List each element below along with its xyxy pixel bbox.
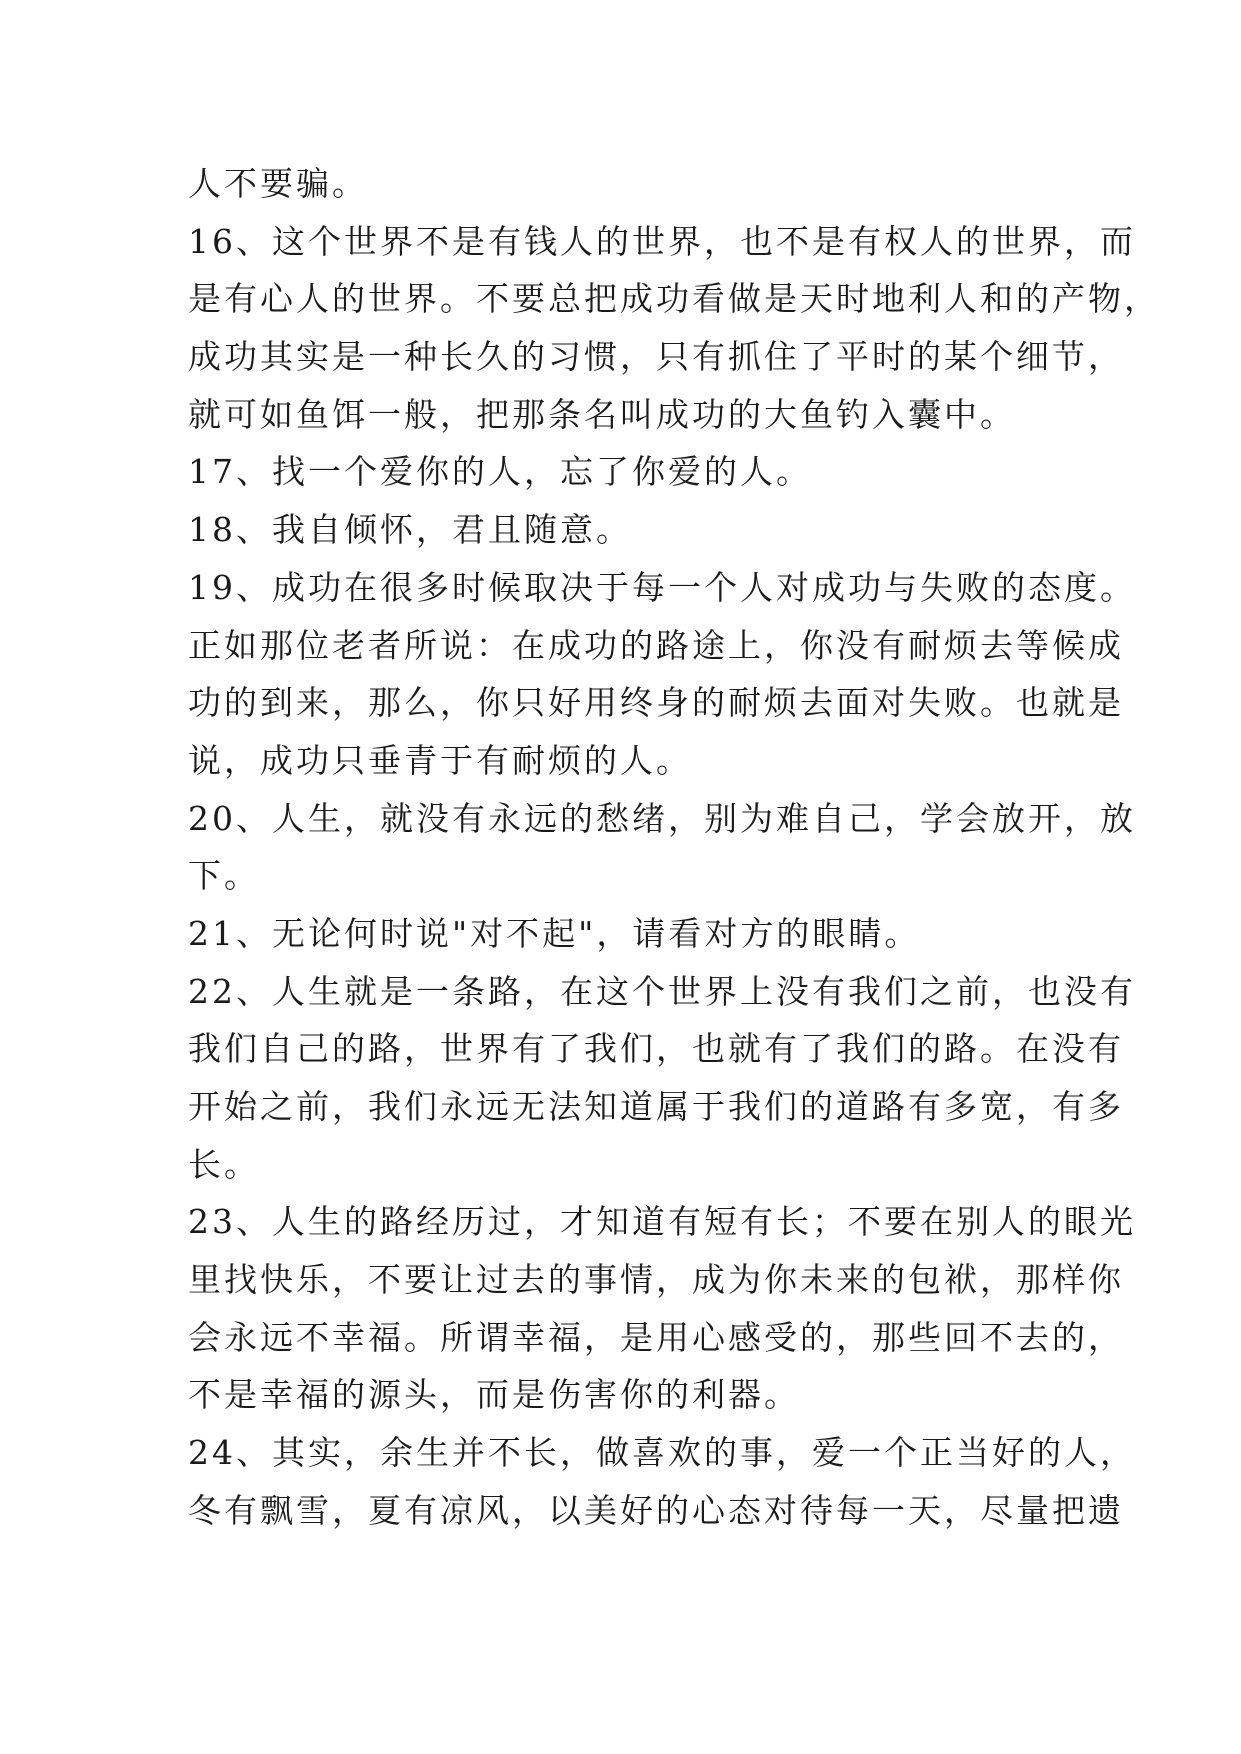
text-line: 17、找一个爱你的人，忘了你爱的人。 <box>188 452 812 492</box>
text-line: 不是幸福的源头，而是伤害你的利器。 <box>188 1375 800 1415</box>
text-line: 说，成功只垂青于有耐烦的人。 <box>188 740 692 780</box>
text-line: 19、成功在很多时候取决于每一个人对成功与失败的态度。 <box>188 567 1136 607</box>
text-line: 开始之前，我们永远无法知道属于我们的道路有多宽，有多 <box>188 1087 1124 1126</box>
text-line: 长。 <box>188 1144 260 1184</box>
text-line: 是有心人的世界。不要总把成功看做是天时地利人和的产物， <box>188 279 1160 319</box>
text-line: 下。 <box>188 856 260 896</box>
text-line: 成功其实是一种长久的习惯，只有抓住了平时的某个细节， <box>188 337 1124 377</box>
text-line: 18、我自倾怀，君且随意。 <box>188 510 632 550</box>
text-line: 16、这个世界不是有钱人的世界，也不是有权人的世界，而 <box>188 221 1136 261</box>
text-line: 功的到来，那么，你只好用终身的耐烦去面对失败。也就是 <box>188 683 1124 723</box>
text-line: 人不要骗。 <box>188 164 368 203</box>
text-line: 冬有飘雪，夏有凉风，以美好的心态对待每一天，尽量把遗 <box>188 1490 1124 1530</box>
text-line: 24、其实，余生并不长，做喜欢的事，爱一个正当好的人， <box>188 1433 1136 1473</box>
text-line: 会永远不幸福。所谓幸福，是用心感受的，那些回不去的， <box>188 1317 1124 1357</box>
text-line: 就可如鱼饵一般，把那条名叫成功的大鱼钓入囊中。 <box>188 394 1016 434</box>
text-line: 正如那位老者所说：在成功的路途上，你没有耐烦去等候成 <box>188 625 1124 665</box>
text-line: 里找快乐，不要让过去的事情，成为你未来的包袱，那样你 <box>188 1260 1124 1300</box>
text-line: 22、人生就是一条路，在这个世界上没有我们之前，也没有 <box>188 971 1136 1011</box>
document-body <box>188 155 1160 1540</box>
text-line: 我们自己的路，世界有了我们，也就有了我们的路。在没有 <box>188 1029 1124 1069</box>
text-line: 21、无论何时说"对不起"，请看对方的眼睛。 <box>188 913 921 953</box>
text-line: 23、人生的路经历过，才知道有短有长；不要在别人的眼光 <box>188 1202 1136 1242</box>
text-line: 20、人生，就没有永远的愁绪，别为难自己，学会放开，放 <box>188 798 1136 838</box>
